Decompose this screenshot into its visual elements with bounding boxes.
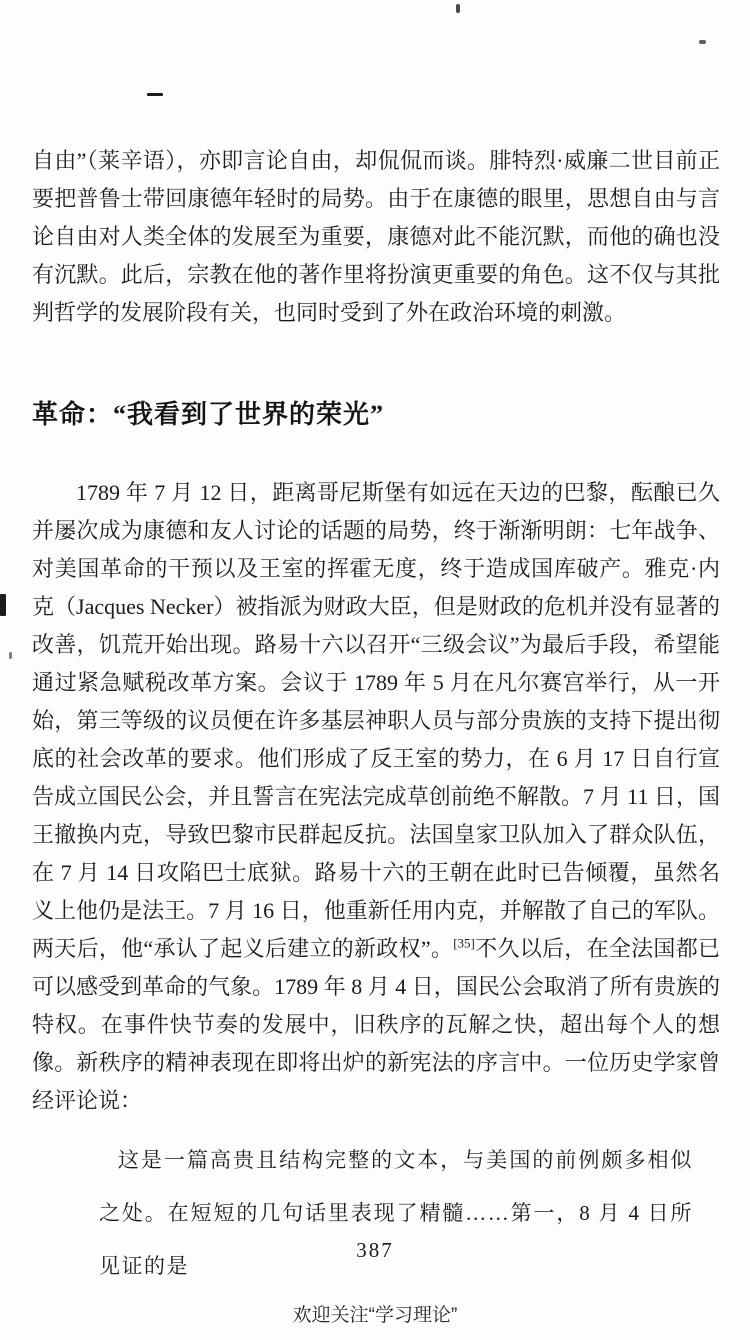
page-number: 387 — [356, 1238, 394, 1262]
paragraph-main — [32, 474, 720, 1120]
scan-speck-icon — [9, 652, 12, 659]
paragraph-text: 不久以后，在全法国都已可以感受到革命的气象。1789 年 8 月 4 日，国民公会取消了所有贵族的特权。在事件快节奏的发展中，旧秩序的瓦解之快，超出每个人的想像。新秩序的精神表现在即将出炉的新宪法的序言中。一位历史学家曾经评论说： — [32, 936, 720, 1113]
paragraph-text: 1789 年 7 月 12 日，距离哥尼斯堡有如远在天边的巴黎，酝酿已久并屡次成为康德和友人讨论的话题的局势，终于渐渐明朗：七年战争、对美国革命的干预以及王室的挥霍无度，终于造成国库破产。雅克·内克（Jacques Necker）被指派为财政大臣，但是财政的危机并没有显著的改善，饥荒开始出现。路易十六以召开“三级会议”为最后手段，希望能通过紧急赋税改革方案。会议于 1789 年 5 月在凡尔赛宫举行，从一开始，第三等级的议员便在许多基层神职人员与部分贵族的支持下提出彻底的社会改革的要求。他们形成了反王室的势力，在 6 月 17 日自行宣告成立国民公会，并且誓言在宪法完成草创前绝不解散。7 月 11 日，国王撤换内克，导致巴黎市民群起反抗。法国皇家卫队加入了群众队伍，在 7 月 14 日攻陷巴士底狱。路易十六的王朝在此时已告倾覆，虽然名义上他仍是法王。7 月 16 日，他重新任用内克，并解散了自己的军队。两天后，他“承认了起义后建立的新政权”。 — [32, 480, 720, 961]
margin-dash-mark — [147, 93, 163, 96]
paragraph-continuation: 自由”（莱辛语），亦即言论自由，却侃侃而谈。腓特烈·威廉二世目前正要把普鲁士带回康德年轻时的局势。由于在康德的眼里，思想自由与言论自由对人类全体的发展至为重要，康德对此不能沉默，而他的确也没有沉默。此后，宗教在他的著作里将扮演更重要的角色。这不仅与其批判哲学的发展阶段有关，也同时受到了外在政治环境的刺激。 — [32, 148, 720, 325]
scan-speck-icon — [456, 4, 460, 13]
margin-line-mark — [0, 594, 6, 616]
scan-speck-icon — [699, 40, 706, 44]
section-heading: 革命：“我看到了世界的荣光” — [32, 400, 385, 429]
block-quote: 这是一篇高贵且结构完整的文本，与美国的前例颇多相似之处。在短短的几句话里表现了精髓……第一，8 月 4 日所见证的是 — [99, 1148, 693, 1278]
footer-watermark: 欢迎关注“学习理论” — [292, 1305, 458, 1326]
footnote-reference: [35] — [453, 935, 475, 951]
